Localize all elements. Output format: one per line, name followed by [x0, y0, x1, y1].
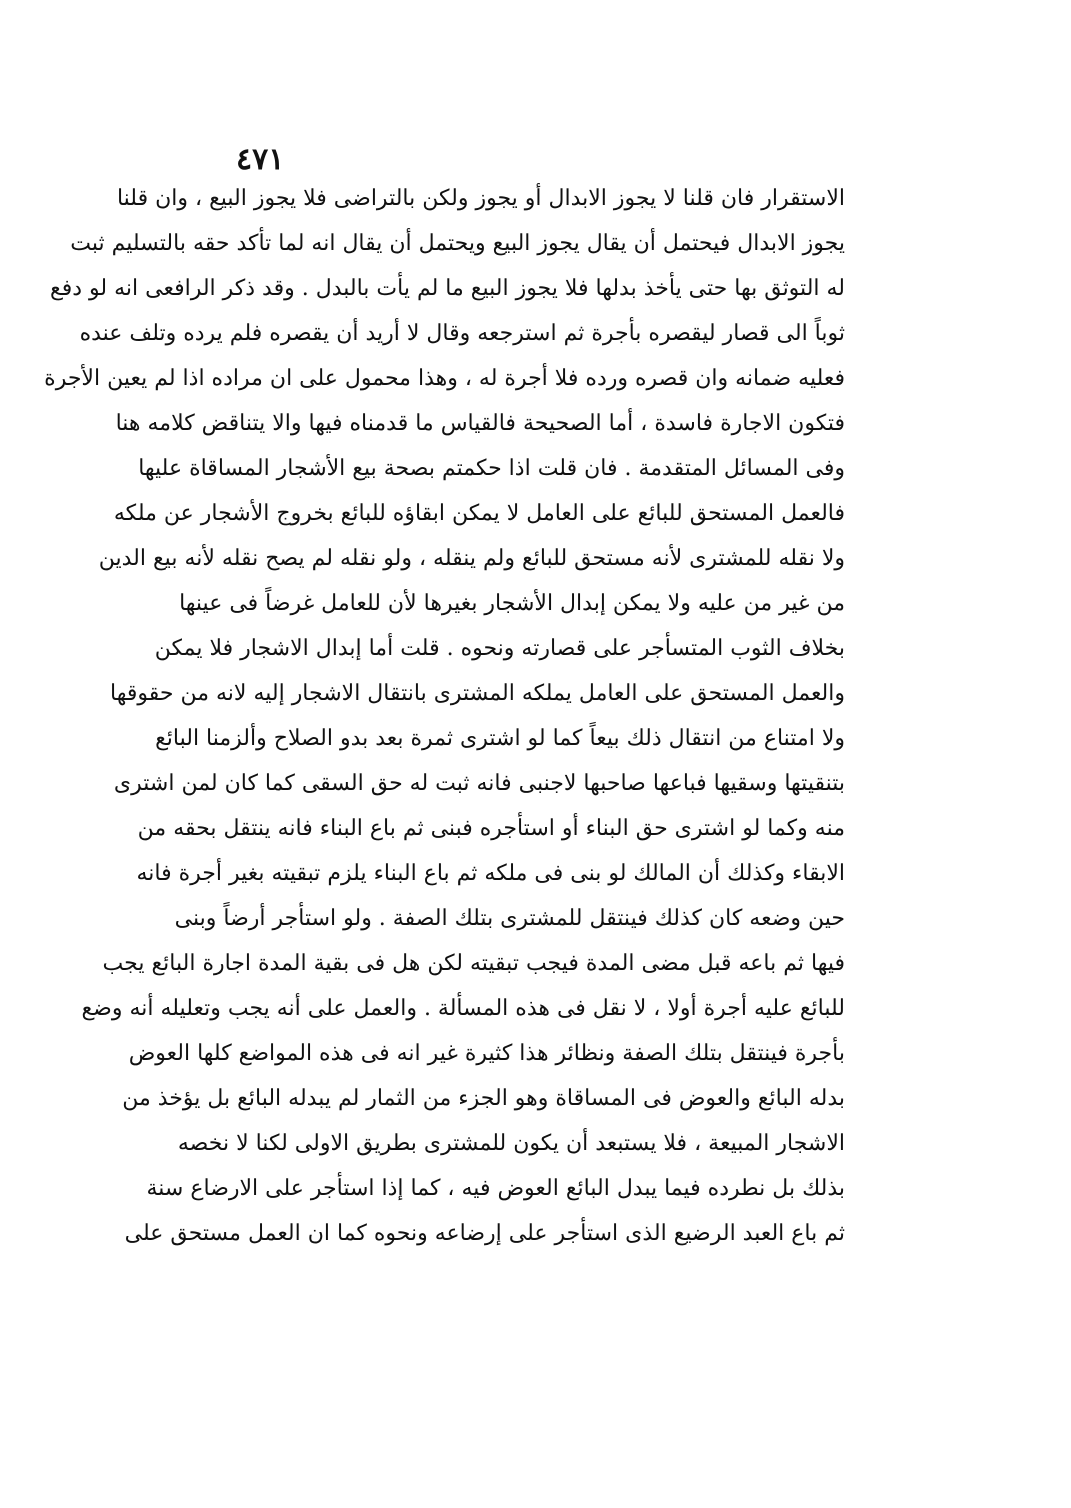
text-line: الاستقرار فان قلنا لا يجوز الابدال أو يجوز ولكن بالتراضى فلا يجوز البيع ، وان قلنا: [116, 186, 845, 211]
text-line: له التوثق بها حتى يأخذ بدلها فلا يجوز البيع ما لم يأت بالبدل . وقد ذكر الرافعى انه لو دفع: [50, 276, 845, 301]
text-line: منه وكما لو اشترى حق البناء أو استأجره فبنى ثم باع البناء فانه ينتقل بحقه من: [137, 816, 845, 841]
page-number: ٤٧١: [236, 142, 285, 177]
text-line: من غير من عليه ولا يمكن إبدال الأشجار بغيرها لأن للعامل غرضاً فى عينها: [179, 591, 845, 616]
text-line: بأجرة فينتقل بتلك الصفة ونظائر هذا كثيرة غير انه فى هذه المواضع كلها العوض: [128, 1041, 845, 1066]
text-line: وفى المسائل المتقدمة . فان قلت اذا حكمتم بصحة بيع الأشجار المساقاة عليها: [138, 456, 845, 481]
text-line: فعليه ضمانه وان قصره ورده فلا أجرة له ، وهذا محمول على ان مراده اذا لم يعين الأجرة: [44, 366, 845, 391]
text-line: بدله البائع والعوض فى المساقاة وهو الجزء من الثمار لم يبدله البائع بل يؤخذ من: [122, 1086, 845, 1111]
text-line: ثم باع العبد الرضيع الذى استأجر على إرضاعه ونحوه كما ان العمل مستحق على: [124, 1221, 845, 1246]
text-line: للبائع عليه أجرة أولا ، لا نقل فى هذه المسألة . والعمل على أنه يجب وتعليله أنه وضع: [81, 996, 845, 1021]
text-line: ثوباً الى قصار ليقصره بأجرة ثم استرجعه وقال لا أريد أن يقصره فلم يرده وتلف عنده: [79, 321, 845, 346]
text-line: فالعمل المستحق للبائع على العامل لا يمكن ابقاؤه للبائع بخروج الأشجار عن ملكه: [113, 501, 845, 526]
text-line: حين وضعه كان كذلك فينتقل للمشترى بتلك الصفة . ولو استأجر أرضاً وبنى: [174, 906, 845, 931]
text-line: فتكون الاجارة فاسدة ، أما الصحيحة فالقياس ما قدمناه فيها والا يتناقض كلامه هنا: [115, 411, 845, 436]
text-line: الاشجار المبيعة ، فلا يستبعد أن يكون للمشترى بطريق الاولى لكنا لا نخصه: [177, 1131, 845, 1156]
text-line: فيها ثم باعه قبل مضى المدة فيجب تبقيته لكن هل فى بقية المدة اجارة البائع يجب: [102, 951, 845, 976]
text-line: والعمل المستحق على العامل يملكه المشترى بانتقال الاشجار إليه لانه من حقوقها: [110, 681, 845, 706]
text-line: ولا نقله للمشترى لأنه مستحق للبائع ولم ينقله ، ولو نقله لم يصح نقله لأنه بيع الدين: [98, 546, 845, 571]
main-text-block: [44, 176, 845, 1376]
text-line: بذلك بل نطرده فيما يبدل البائع العوض فيه ، كما إذا استأجر على الارضاع سنة: [146, 1176, 845, 1201]
text-line: بتنقيتها وسقيها فباعها صاحبها لاجنبى فانه ثبت له حق السقى كما كان لمن اشترى: [113, 771, 845, 796]
text-line: ولا امتناع من انتقال ذلك بيعاً كما لو اشترى ثمرة بعد بدو الصلاح وألزمنا البائع: [155, 726, 845, 751]
text-line: يجوز الابدال فيحتمل أن يقال يجوز البيع ويحتمل أن يقال انه لما تأكد حقه بالتسليم ثبت: [70, 231, 845, 256]
text-line: بخلاف الثوب المتسأجر على قصارته ونحوه . قلت أما إبدال الاشجار فلا يمكن: [154, 636, 845, 661]
text-line: الابقاء وكذلك أن المالك لو بنى فى ملكه ثم باع البناء يلزم تبقيته بغير أجرة فانه: [136, 861, 845, 886]
